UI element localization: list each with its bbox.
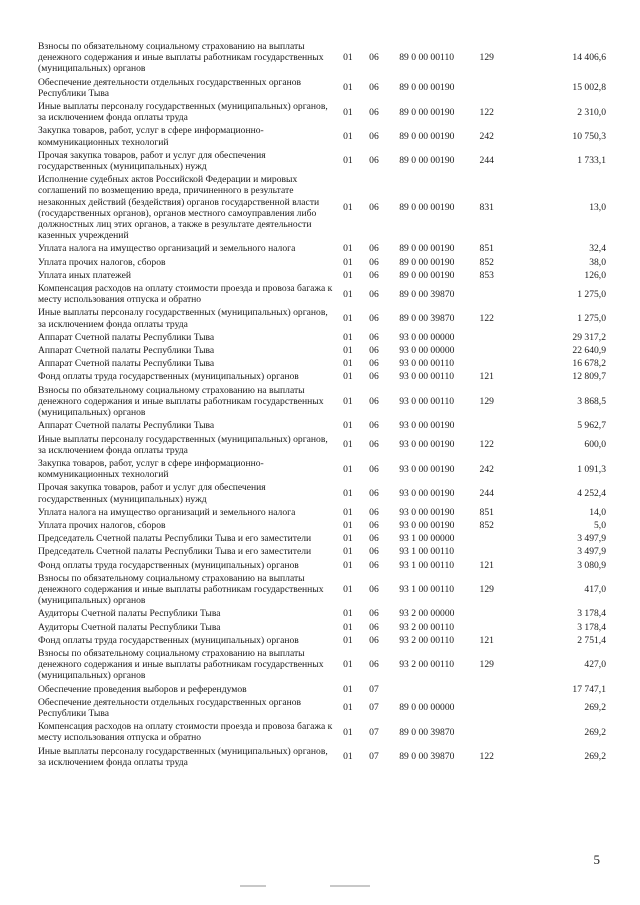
- row-expense-type-code: [480, 76, 510, 100]
- row-name: Компенсация расходов на оплату стоимости проезда и провоза багажа к месту использования отпуска и обратно: [38, 721, 333, 744]
- row-amount: 3 080,9: [577, 559, 606, 571]
- row-target-article-code: 89 0 00 39870: [399, 726, 455, 738]
- row-name: Прочая закупка товаров, работ и услуг для обеспечения государственных (муниципальных) нужд: [38, 482, 266, 505]
- row-amount: 269,2: [584, 751, 606, 763]
- row-name: Фонд оплаты труда государственных (муниципальных) органов: [38, 634, 299, 646]
- row-target-article-code: [399, 683, 479, 696]
- row-name: Обеспечение деятельности отдельных государственных органов Республики Тыва: [38, 696, 302, 719]
- table-row: [38, 419, 606, 432]
- row-amount: 126,0: [584, 269, 606, 281]
- row-amount: 2 751,4: [577, 634, 606, 646]
- row-section-code: 01: [343, 243, 353, 255]
- row-name: Уплата прочих налогов, сборов: [38, 256, 166, 268]
- row-section-code: 01: [343, 420, 353, 432]
- row-target-article-code: 89 0 00 39870: [399, 313, 455, 325]
- table-row: [38, 173, 606, 242]
- row-subsection-code: 06: [369, 155, 379, 167]
- row-name: Аппарат Счетной палаты Республики Тыва: [38, 420, 215, 432]
- table-row: [38, 607, 606, 620]
- row-expense-type-code: [480, 282, 510, 306]
- row-subsection-code: 06: [369, 506, 379, 518]
- row-subsection-code: 06: [369, 131, 379, 143]
- row-name: Уплата прочих налогов, сборов: [38, 519, 166, 531]
- table-row: [38, 331, 606, 344]
- row-amount: 32,4: [589, 243, 606, 255]
- budget-table-body: [38, 40, 606, 769]
- row-section-code: 01: [343, 155, 353, 167]
- row-section-code: 01: [343, 487, 353, 499]
- row-section-code: 01: [343, 313, 353, 325]
- row-name: Председатель Счетной палаты Республики Тыва и его заместители: [38, 546, 312, 558]
- table-row: [38, 621, 606, 634]
- row-expense-type-code: 851: [479, 243, 494, 255]
- row-section-code: 01: [343, 583, 353, 595]
- row-subsection-code: 06: [369, 621, 379, 633]
- row-name: Прочая закупка товаров, работ и услуг для обеспечения государственных (муниципальных) нужд: [38, 149, 266, 173]
- row-section-code: 01: [343, 331, 353, 343]
- budget-table: [38, 40, 606, 769]
- row-target-article-code: 89 0 00 39870: [399, 288, 455, 300]
- row-subsection-code: 06: [369, 243, 379, 255]
- row-expense-type-code: 244: [479, 155, 494, 167]
- row-target-article-code: 93 0 00 00000: [399, 331, 455, 343]
- row-expense-type-code: 129: [479, 52, 494, 64]
- row-target-article-code: 89 0 00 00190: [399, 202, 455, 214]
- row-subsection-code: 06: [369, 634, 379, 646]
- page-number: 5: [593, 852, 600, 867]
- row-section-code: 01: [343, 702, 353, 714]
- row-amount: 2 310,0: [577, 106, 606, 118]
- row-expense-type-code: [480, 607, 510, 620]
- row-amount: 12 809,7: [572, 371, 606, 383]
- row-expense-type-code: 122: [479, 106, 494, 118]
- row-section-code: 01: [343, 345, 353, 357]
- row-target-article-code: 93 0 00 00110: [399, 371, 455, 383]
- table-row: [38, 634, 606, 647]
- row-section-code: 01: [343, 52, 353, 64]
- row-section-code: 01: [343, 288, 353, 300]
- row-expense-type-code: [480, 621, 510, 634]
- row-expense-type-code: [480, 696, 510, 720]
- row-subsection-code: 06: [369, 559, 379, 571]
- row-section-code: 01: [343, 256, 353, 268]
- row-name: Аппарат Счетной палаты Республики Тыва: [38, 345, 215, 357]
- row-name: Закупка товаров, работ, услуг в сфере информационно-коммуникационных технологий: [38, 125, 264, 148]
- row-subsection-code: 06: [369, 395, 379, 407]
- row-name: Иные выплаты персоналу государственных (муниципальных) органов, за исключением фонда оплаты труда: [38, 433, 328, 456]
- table-row: [38, 40, 606, 76]
- row-expense-type-code: 122: [479, 751, 494, 763]
- row-section-code: 01: [343, 546, 353, 558]
- row-name: Фонд оплаты труда государственных (муниципальных) органов: [38, 559, 299, 571]
- row-amount: 269,2: [584, 726, 606, 738]
- row-target-article-code: 93 0 00 00190: [399, 519, 455, 531]
- row-name: Председатель Счетной палаты Республики Тыва и его заместители: [38, 533, 312, 545]
- row-section-code: 01: [343, 519, 353, 531]
- row-target-article-code: 93 0 00 00110: [399, 358, 455, 370]
- row-expense-type-code: 851: [479, 506, 494, 518]
- row-name: Взносы по обязательному социальному страхованию на выплаты денежного содержания и иные выплаты работникам государственных (муниципальных) органов: [38, 572, 324, 607]
- row-target-article-code: 93 1 00 00110: [399, 583, 455, 595]
- table-row: [38, 149, 606, 173]
- row-target-article-code: 89 0 00 00190: [399, 106, 455, 118]
- row-name: Уплата налога на имущество организаций и земельного налога: [38, 243, 296, 255]
- row-name: Исполнение судебных актов Российской Федерации и мировых соглашений по возмещению вреда, причиненного в результате незаконных действий (бездействия) органов государственной власти (государственных органов), органов местного самоуправления либо должностных лиц этих органов, а также в результате деятельности казенных учреждений: [38, 174, 320, 242]
- row-section-code: 01: [343, 463, 353, 475]
- row-name: Иные выплаты персоналу государственных (муниципальных) органов, за исключением фонда оплаты труда: [38, 745, 328, 768]
- table-row: [38, 124, 606, 148]
- row-target-article-code: 89 0 00 00190: [399, 269, 455, 281]
- row-target-article-code: 89 0 00 00000: [399, 702, 455, 714]
- row-target-article-code: 93 0 00 00190: [399, 420, 455, 432]
- row-section-code: 01: [343, 439, 353, 451]
- table-row: [38, 519, 606, 532]
- row-expense-type-code: 852: [479, 256, 494, 268]
- row-expense-type-code: 244: [479, 487, 494, 499]
- row-target-article-code: 93 0 00 00190: [399, 439, 455, 451]
- row-amount: 3 497,9: [577, 546, 606, 558]
- row-name: Обеспечение деятельности отдельных государственных органов Республики Тыва: [38, 76, 302, 99]
- row-amount: 10 750,3: [572, 131, 606, 143]
- row-expense-type-code: [480, 532, 510, 545]
- row-target-article-code: 93 1 00 00110: [399, 559, 455, 571]
- row-section-code: 01: [343, 533, 353, 545]
- table-row: [38, 370, 606, 383]
- row-expense-type-code: [480, 720, 510, 744]
- row-subsection-code: 06: [369, 331, 379, 343]
- row-target-article-code: 93 0 00 00190: [399, 506, 455, 518]
- row-amount: 600,0: [584, 439, 606, 451]
- table-row: [38, 457, 606, 481]
- row-name: Иные выплаты персоналу государственных (муниципальных) органов, за исключением фонда оплаты труда: [38, 307, 328, 330]
- row-section-code: 01: [343, 621, 353, 633]
- row-section-code: 01: [343, 82, 353, 94]
- row-amount: 3 178,4: [577, 621, 606, 633]
- row-subsection-code: 06: [369, 82, 379, 94]
- row-amount: 14 406,6: [572, 52, 606, 64]
- scan-artifact: [330, 885, 370, 887]
- row-name: Уплата иных платежей: [38, 269, 132, 281]
- row-expense-type-code: [480, 545, 510, 558]
- table-row: [38, 506, 606, 519]
- row-target-article-code: 89 0 00 00110: [399, 52, 455, 64]
- row-name: Обеспечение проведения выборов и референдумов: [38, 683, 247, 695]
- row-name: Компенсация расходов на оплату стоимости проезда и провоза багажа к месту использования отпуска и обратно: [38, 283, 333, 306]
- row-subsection-code: 06: [369, 52, 379, 64]
- row-expense-type-code: 242: [479, 463, 494, 475]
- row-subsection-code: 07: [369, 683, 379, 695]
- row-name: Аппарат Счетной палаты Республики Тыва: [38, 358, 215, 370]
- table-row: [38, 559, 606, 572]
- table-row: [38, 100, 606, 124]
- table-row: [38, 344, 606, 357]
- row-amount: 3 497,9: [577, 533, 606, 545]
- row-amount: 16 678,2: [572, 358, 606, 370]
- row-expense-type-code: 831: [479, 202, 494, 214]
- row-section-code: 01: [343, 506, 353, 518]
- row-section-code: 01: [343, 106, 353, 118]
- row-name: Закупка товаров, работ, услуг в сфере информационно-коммуникационных технологий: [38, 457, 264, 481]
- row-subsection-code: 06: [369, 106, 379, 118]
- row-target-article-code: 93 0 00 00190: [399, 487, 455, 499]
- row-section-code: 01: [343, 726, 353, 738]
- row-amount: 13,0: [589, 202, 606, 214]
- scan-artifact: [240, 885, 266, 887]
- row-expense-type-code: [480, 357, 510, 370]
- row-target-article-code: 93 2 00 00000: [399, 608, 455, 620]
- row-subsection-code: 06: [369, 608, 379, 620]
- row-section-code: 01: [343, 559, 353, 571]
- row-amount: 427,0: [584, 659, 606, 671]
- row-section-code: 01: [343, 751, 353, 763]
- row-target-article-code: 89 0 00 00190: [399, 82, 455, 94]
- row-subsection-code: 06: [369, 345, 379, 357]
- table-row: [38, 256, 606, 269]
- row-expense-type-code: 121: [479, 559, 494, 571]
- row-expense-type-code: [480, 683, 510, 696]
- row-amount: 269,2: [584, 702, 606, 714]
- row-target-article-code: 93 1 00 00000: [399, 533, 455, 545]
- row-name: Аудиторы Счетной палаты Республики Тыва: [38, 621, 221, 633]
- row-amount: 1 275,0: [577, 313, 606, 325]
- row-target-article-code: 93 0 00 00110: [399, 395, 455, 407]
- row-amount: 1 275,0: [577, 288, 606, 300]
- row-amount: 22 640,9: [572, 345, 606, 357]
- row-subsection-code: 06: [369, 487, 379, 499]
- row-amount: 1 091,3: [577, 463, 606, 475]
- row-section-code: 01: [343, 131, 353, 143]
- table-row: [38, 745, 606, 769]
- row-amount: 5,0: [594, 519, 606, 531]
- table-row: [38, 269, 606, 282]
- row-subsection-code: 06: [369, 583, 379, 595]
- table-row: [38, 696, 606, 720]
- table-row: [38, 545, 606, 558]
- row-name: Аудиторы Счетной палаты Республики Тыва: [38, 608, 221, 620]
- row-target-article-code: 93 2 00 00110: [399, 621, 455, 633]
- table-row: [38, 357, 606, 370]
- table-row: [38, 433, 606, 457]
- row-expense-type-code: 852: [479, 519, 494, 531]
- row-expense-type-code: 121: [479, 371, 494, 383]
- table-row: [38, 683, 606, 696]
- row-name: Уплата налога на имущество организаций и земельного налога: [38, 506, 296, 518]
- row-name: Аппарат Счетной палаты Республики Тыва: [38, 331, 215, 343]
- row-target-article-code: 93 2 00 00110: [399, 634, 455, 646]
- row-subsection-code: 07: [369, 726, 379, 738]
- row-target-article-code: 93 1 00 00110: [399, 546, 455, 558]
- row-target-article-code: 93 0 00 00190: [399, 463, 455, 475]
- row-section-code: 01: [343, 683, 353, 695]
- table-row: [38, 76, 606, 100]
- row-subsection-code: 06: [369, 463, 379, 475]
- row-section-code: 01: [343, 371, 353, 383]
- row-target-article-code: 89 0 00 00190: [399, 155, 455, 167]
- row-subsection-code: 06: [369, 288, 379, 300]
- row-amount: 14,0: [589, 506, 606, 518]
- row-target-article-code: 89 0 00 00190: [399, 256, 455, 268]
- row-subsection-code: 06: [369, 533, 379, 545]
- row-expense-type-code: 122: [479, 313, 494, 325]
- row-amount: 5 962,7: [577, 420, 606, 432]
- row-section-code: 01: [343, 269, 353, 281]
- row-amount: 3 868,5: [577, 395, 606, 407]
- row-section-code: 01: [343, 358, 353, 370]
- row-amount: 17 747,1: [572, 683, 606, 695]
- row-section-code: 01: [343, 202, 353, 214]
- row-amount: 1 733,1: [577, 155, 606, 167]
- row-expense-type-code: 129: [479, 659, 494, 671]
- row-section-code: 01: [343, 608, 353, 620]
- row-expense-type-code: 129: [479, 395, 494, 407]
- row-subsection-code: 06: [369, 313, 379, 325]
- row-subsection-code: 06: [369, 439, 379, 451]
- row-amount: 3 178,4: [577, 608, 606, 620]
- row-subsection-code: 06: [369, 659, 379, 671]
- row-expense-type-code: [480, 331, 510, 344]
- row-subsection-code: 06: [369, 269, 379, 281]
- row-name: Взносы по обязательному социальному страхованию на выплаты денежного содержания и иные выплаты работникам государственных (муниципальных) органов: [38, 647, 324, 682]
- row-section-code: 01: [343, 659, 353, 671]
- row-name: Иные выплаты персоналу государственных (муниципальных) органов, за исключением фонда оплаты труда: [38, 101, 328, 124]
- table-row: [38, 384, 606, 420]
- row-expense-type-code: 122: [479, 439, 494, 451]
- row-expense-type-code: 129: [479, 583, 494, 595]
- row-subsection-code: 07: [369, 702, 379, 714]
- table-row: [38, 282, 606, 306]
- row-subsection-code: 06: [369, 519, 379, 531]
- row-subsection-code: 06: [369, 420, 379, 432]
- row-section-code: 01: [343, 395, 353, 407]
- row-expense-type-code: 121: [479, 634, 494, 646]
- row-amount: 4 252,4: [577, 487, 606, 499]
- row-expense-type-code: [480, 344, 510, 357]
- row-amount: 29 317,2: [572, 331, 606, 343]
- table-row: [38, 532, 606, 545]
- row-expense-type-code: 853: [479, 269, 494, 281]
- row-subsection-code: 06: [369, 256, 379, 268]
- row-target-article-code: 93 2 00 00110: [399, 659, 455, 671]
- row-target-article-code: 89 0 00 39870: [399, 751, 455, 763]
- row-subsection-code: 06: [369, 358, 379, 370]
- row-amount: 38,0: [589, 256, 606, 268]
- row-name: Взносы по обязательному социальному страхованию на выплаты денежного содержания и иные выплаты работникам государственных (муниципальных) органов: [38, 384, 324, 419]
- row-amount: 417,0: [584, 583, 606, 595]
- row-target-article-code: 89 0 00 00190: [399, 131, 455, 143]
- row-name: Взносы по обязательному социальному страхованию на выплаты денежного содержания и иные выплаты работникам государственных (муниципальных) органов: [38, 41, 324, 75]
- row-target-article-code: 93 0 00 00000: [399, 345, 455, 357]
- row-expense-type-code: [480, 419, 510, 432]
- row-name: Фонд оплаты труда государственных (муниципальных) органов: [38, 371, 299, 383]
- row-subsection-code: 06: [369, 202, 379, 214]
- table-row: [38, 481, 606, 505]
- row-amount: 15 002,8: [572, 82, 606, 94]
- row-subsection-code: 07: [369, 751, 379, 763]
- row-subsection-code: 06: [369, 546, 379, 558]
- table-row: [38, 306, 606, 330]
- table-row: [38, 720, 606, 744]
- table-row: [38, 647, 606, 683]
- row-subsection-code: 06: [369, 371, 379, 383]
- row-section-code: 01: [343, 634, 353, 646]
- row-expense-type-code: 242: [479, 131, 494, 143]
- table-row: [38, 242, 606, 255]
- row-target-article-code: 89 0 00 00190: [399, 243, 455, 255]
- table-row: [38, 572, 606, 608]
